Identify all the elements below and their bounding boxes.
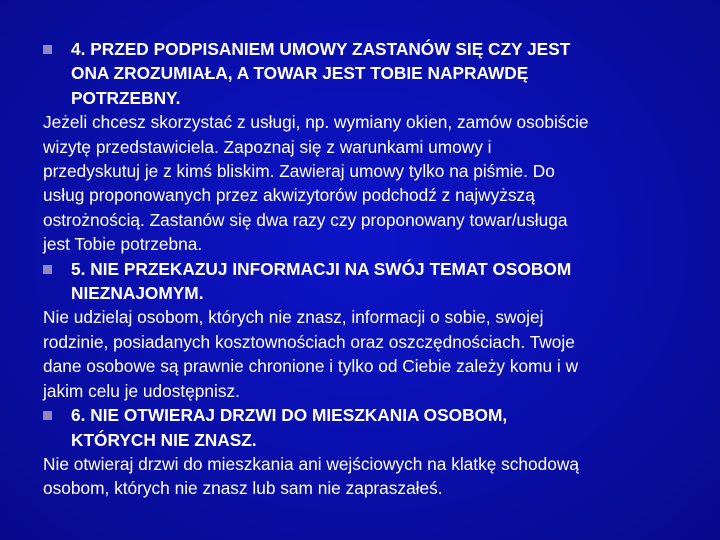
section-heading-6 (43, 403, 680, 452)
body-line: usług proponowanych przez akwizytorów podchodź z najwyższą (43, 185, 535, 206)
heading-line: 4. PRZED PODPISANIEM UMOWY ZASTANÓW SIĘ CZY JEST (71, 39, 571, 59)
body-line: osobom, których nie znasz lub sam nie zapraszałeś. (43, 478, 443, 499)
heading-line: 6. NIE OTWIERAJ DRZWI DO MIESZKANIA OSOBOM, (71, 405, 508, 426)
heading-line: NIEZNAJOMYM. (71, 283, 204, 304)
body-line: ostrożnością. Zastanów się dwa razy czy proponowany towar/usługa (43, 209, 568, 230)
body-line: przedyskutuj je z kimś bliskim. Zawieraj umowy tylko na piśmie. Do (43, 161, 555, 182)
square-bullet-icon (43, 45, 52, 54)
heading-line: POTRZEBNY. (71, 87, 181, 108)
body-line: Nie udzielaj osobom, których nie znasz, informacji o sobie, swojej (43, 307, 544, 328)
heading-line: ONA ZROZUMIAŁA, A TOWAR JEST TOBIE NAPRAWDĘ (71, 63, 529, 84)
body-line: Jeżeli chcesz skorzystać z usługi, np. wymiany okien, zamów osobiście (43, 112, 589, 133)
square-bullet-icon (43, 265, 52, 274)
section-body-5 (43, 305, 680, 403)
section-body-6 (43, 452, 680, 501)
body-line: rodzinie, posiadanych kosztownościach oraz oszczędnościach. Twoje (43, 331, 575, 352)
section-heading-5 (43, 257, 680, 306)
square-bullet-icon (43, 411, 52, 420)
section-body-4 (43, 110, 680, 256)
body-line: jest Tobie potrzebna. (43, 234, 203, 255)
body-line: Nie otwieraj drzwi do mieszkania ani wejściowych na klatkę schodową (43, 453, 579, 474)
body-line: jakim celu je udostępnisz. (43, 380, 240, 401)
section-heading-4 (43, 37, 680, 110)
body-line: wizytę przedstawiciela. Zapoznaj się z warunkami umowy i (43, 136, 492, 157)
heading-line: 5. NIE PRZEKAZUJ INFORMACJI NA SWÓJ TEMAT OSOBOM (71, 258, 572, 279)
body-line: dane osobowe są prawnie chronione i tylko od Ciebie zależy komu i w (43, 356, 579, 377)
heading-line: KTÓRYCH NIE ZNASZ. (71, 429, 257, 450)
